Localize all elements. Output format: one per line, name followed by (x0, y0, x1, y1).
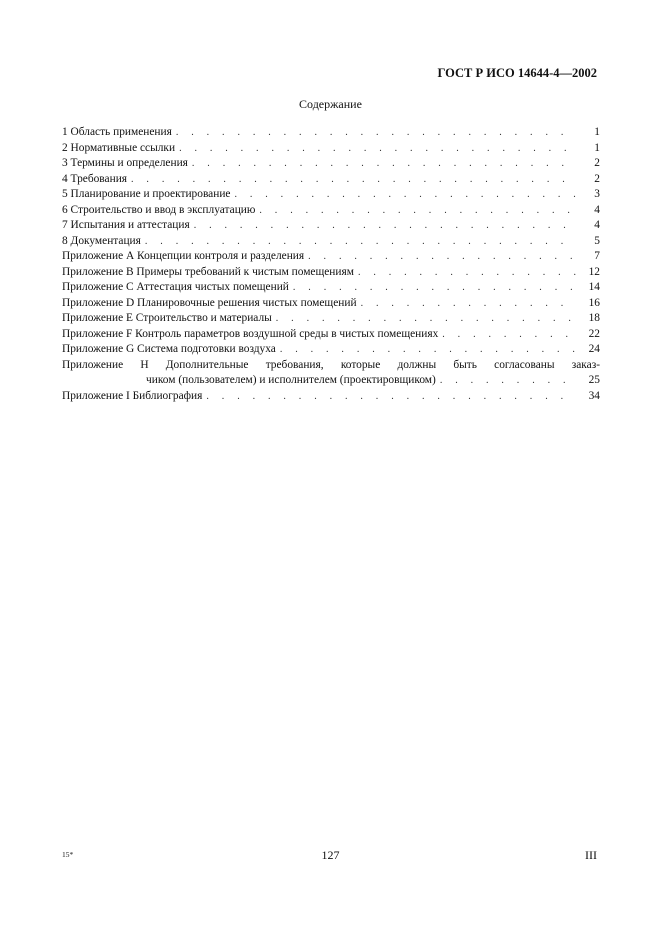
toc-title: Содержание (299, 97, 362, 111)
toc-entry-title-line2: чиком (пользователем) и исполнителем (проектировщиком) (146, 374, 436, 386)
toc-entry-page: 1 (576, 125, 600, 141)
toc-entry-2[interactable] (62, 141, 600, 157)
toc-entry-page: 1 (576, 141, 600, 157)
toc-entry-page: 16 (576, 296, 600, 312)
dot-leader (145, 234, 576, 250)
toc-entry-6[interactable] (62, 203, 600, 219)
footer-page-number: 127 (321, 848, 340, 862)
toc-entry-5[interactable] (62, 187, 600, 203)
toc-entry-title: Приложение F Контроль параметров воздушной среды в чистых помещениях (62, 327, 442, 343)
toc-entry-appendix-b[interactable] (62, 265, 600, 281)
dot-leader (293, 280, 576, 296)
toc-entry-appendix-e[interactable] (62, 311, 600, 327)
dot-leader (440, 373, 576, 389)
toc-entry-title: 1 Область применения (62, 125, 176, 141)
toc-entry-7[interactable] (62, 218, 600, 234)
toc-entry-title: 5 Планирование и проектирование (62, 187, 234, 203)
toc-entry-page: 5 (576, 234, 600, 250)
toc-entry-page: 4 (576, 218, 600, 234)
toc-entry-appendix-f[interactable] (62, 327, 600, 343)
toc-entry-title: 7 Испытания и аттестация (62, 218, 194, 234)
toc-entry-page: 2 (576, 156, 600, 172)
dot-leader (361, 296, 576, 312)
dot-leader (131, 172, 576, 188)
toc-entry-appendix-i[interactable] (62, 389, 600, 405)
toc-entry-page: 3 (576, 187, 600, 203)
toc-entry-title: 6 Строительство и ввод в эксплуатацию (62, 203, 259, 219)
dot-leader (280, 342, 576, 358)
dot-leader (358, 265, 576, 281)
dot-leader (276, 311, 576, 327)
toc-entry-title: 2 Нормативные ссылки (62, 141, 179, 157)
toc-entry-title: Приложение D Планировочные решения чистых помещений (62, 296, 361, 312)
dot-leader (194, 218, 576, 234)
toc-entry-title: 4 Требования (62, 172, 131, 188)
toc-entry-page: 14 (576, 280, 600, 296)
dot-leader (308, 249, 576, 265)
dot-leader (206, 389, 576, 405)
dot-leader (176, 125, 576, 141)
dot-leader (234, 187, 576, 203)
toc-entry-page: 2 (576, 172, 600, 188)
toc-entry-appendix-g[interactable] (62, 342, 600, 358)
toc-entry-page: 4 (576, 203, 600, 219)
dot-leader (442, 327, 576, 343)
toc-entry-page: 22 (576, 327, 600, 343)
toc-entry-title: 3 Термины и определения (62, 156, 192, 172)
dot-leader (179, 141, 576, 157)
toc-entry-4[interactable] (62, 172, 600, 188)
table-of-contents (62, 125, 600, 404)
toc-entry-title: Приложение С Аттестация чистых помещений (62, 280, 293, 296)
toc-entry-title: Приложение G Система подготовки воздуха (62, 342, 280, 358)
toc-entry-3[interactable] (62, 156, 600, 172)
toc-entry-title: Приложение I Библиография (62, 389, 206, 405)
toc-entry-page: 12 (576, 265, 600, 281)
toc-entry-page: 24 (576, 342, 600, 358)
toc-entry-title-line1: Приложение Н Дополнительные требования, которые должны быть согласованы заказ- (62, 358, 600, 371)
toc-entry-page: 34 (576, 389, 600, 405)
toc-entry-page: 25 (588, 374, 600, 386)
toc-entry-title: Приложение В Примеры требований к чистым помещениям (62, 265, 358, 281)
toc-entry-appendix-d[interactable] (62, 296, 600, 312)
footer-roman-page: III (585, 848, 597, 862)
toc-entry-title: Приложение Е Строительство и материалы (62, 311, 276, 327)
toc-entry-appendix-a[interactable] (62, 249, 600, 265)
toc-entry-appendix-c[interactable] (62, 280, 600, 296)
toc-entry-appendix-h[interactable] (62, 358, 600, 389)
toc-entry-page: 7 (576, 249, 600, 265)
toc-entry-page: 18 (576, 311, 600, 327)
footer-sheet-mark: 15* (62, 850, 74, 859)
toc-entry-title: 8 Документация (62, 234, 145, 250)
dot-leader (192, 156, 576, 172)
toc-entry-8[interactable] (62, 234, 600, 250)
standard-code: ГОСТ Р ИСО 14644-4—2002 (437, 66, 597, 80)
toc-entry-title: Приложение А Концепции контроля и разделения (62, 249, 308, 265)
toc-entry-1[interactable] (62, 125, 600, 141)
dot-leader (259, 203, 576, 219)
